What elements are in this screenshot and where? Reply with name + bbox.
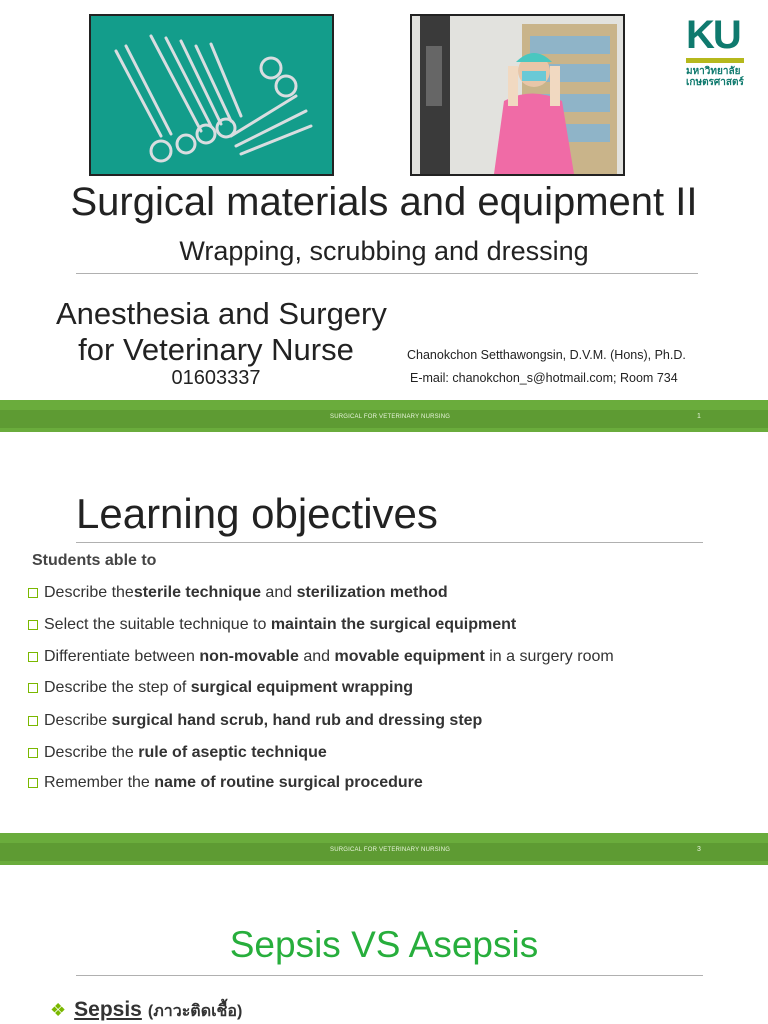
checkbox-icon <box>28 620 38 630</box>
author-name: Chanokchon Setthawongsin, D.V.M. (Hons), Ph.D. <box>407 348 686 362</box>
slide2-footer-text: SURGICAL FOR VETERINARY NURSING <box>330 847 451 853</box>
slide3-title: Sepsis VS Asepsis <box>229 924 539 965</box>
objective-item: Describe the rule of aseptic technique <box>28 744 327 762</box>
objective-item: Describe the step of surgical equipment wrapping <box>28 679 413 697</box>
slide1-page-number: 1 <box>697 413 701 420</box>
sepsis-note: (ภาวะติดเชื้อ) <box>147 1003 243 1020</box>
ku-logo-text-2: เกษตรศาสตร์ <box>686 77 744 88</box>
slide2-divider <box>76 542 703 543</box>
surgical-instruments-photo <box>89 14 334 176</box>
sepsis-label: Sepsis <box>74 998 142 1021</box>
sepsis-bullet <box>50 998 242 1024</box>
checkbox-icon <box>28 778 38 788</box>
ku-logo-mark: KU <box>686 13 740 57</box>
objective-item: Differentiate between non-movable and movable equipment in a surgery room <box>28 648 614 666</box>
slide1-title: Surgical materials and equipment II <box>70 180 698 224</box>
slide1-footer-band <box>0 400 768 432</box>
checkbox-icon <box>28 716 38 726</box>
ku-logo <box>686 14 748 94</box>
course-code: 01603337 <box>171 367 261 389</box>
slide3-divider <box>76 975 703 976</box>
objective-item: Select the suitable technique to maintain the surgical equipment <box>28 616 516 634</box>
checkbox-icon <box>28 588 38 598</box>
slide2-title: Learning objectives <box>76 490 438 537</box>
objective-item: Remember the name of routine surgical procedure <box>28 774 423 792</box>
slide2-page-number: 3 <box>697 846 701 853</box>
ku-logo-bar <box>686 58 744 63</box>
author-contact: E-mail: chanokchon_s@hotmail.com; Room 734 <box>410 371 678 385</box>
slide1-subtitle: Wrapping, scrubbing and dressing <box>179 236 589 266</box>
checkbox-icon <box>28 683 38 693</box>
course-name-line1: Anesthesia and Surgery <box>56 296 387 331</box>
checkbox-icon <box>28 748 38 758</box>
diamond-bullet-icon: ❖ <box>50 1000 67 1020</box>
objective-item: Describe the sterile technique and sterilization method <box>28 584 448 602</box>
slide1-footer-text: SURGICAL FOR VETERINARY NURSING <box>330 414 451 420</box>
objective-item: Describe surgical hand scrub, hand rub and dressing step <box>28 712 482 730</box>
objectives-intro: Students able to <box>32 552 157 569</box>
slide1-divider <box>76 273 698 274</box>
slide2-footer-band <box>0 833 768 865</box>
scrubbed-nurse-photo <box>410 14 625 176</box>
checkbox-icon <box>28 652 38 662</box>
course-name-line2: for Veterinary Nurse <box>78 332 354 367</box>
ku-logo-text-1: มหาวิทยาลัย <box>686 66 741 77</box>
